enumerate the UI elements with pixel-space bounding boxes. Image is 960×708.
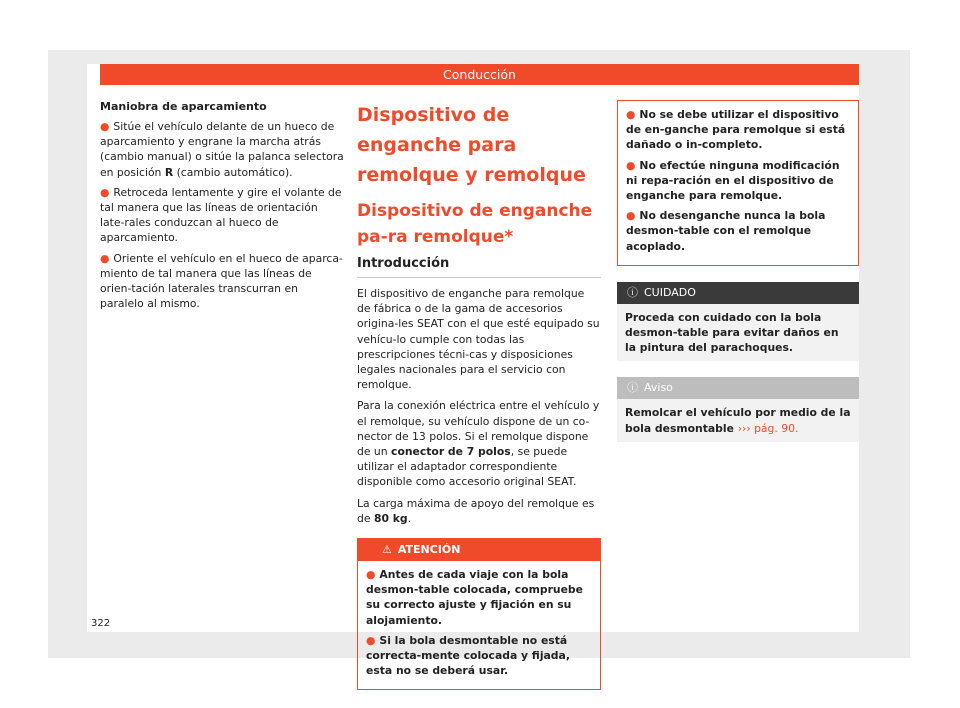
warning-icon: ⚠: [382, 543, 392, 557]
note-header: ⓘ Aviso: [617, 377, 859, 399]
right-column: [617, 100, 859, 442]
page-number: 322: [91, 618, 111, 629]
warning-body: [358, 561, 600, 689]
caution-box: [617, 282, 859, 362]
list-item: ● No se debe utilizar el dispositivo de en-ganche para remolque si está dañado o in-completo.: [626, 108, 846, 152]
list-item: ● No efectúe ninguna modificación ni repa-ración en el dispositivo de enganche para remolque.: [626, 158, 840, 203]
caution-header: ⓘ CUIDADO: [617, 282, 859, 304]
bullet-icon: ●: [366, 568, 376, 582]
section-header: Conducción: [100, 64, 859, 85]
section-heading: Dispositivo de enganche pa-ra remolque*: [357, 201, 593, 247]
warning-header: ⚠ ATENCIÓN: [358, 539, 600, 561]
bullet-icon: ●: [100, 120, 110, 133]
list-item: ● Antes de cada viaje con la bola desmon-table colocada, compruebe su correcto ajuste y fijación en su alojamiento.: [366, 568, 583, 627]
warning-box: [357, 538, 601, 690]
bullet-icon: ●: [626, 209, 636, 223]
list-item: ● Oriente el vehículo en el hueco de aparca-miento de tal manera que las líneas de orien-tación laterales transcurran en paralelo al mismo.: [100, 251, 343, 311]
paragraph: El dispositivo de enganche para remolque de fábrica o de la gama de accesorios origina-les SEAT con el que esté equipado su vehícu-lo cumple con todas las prescripciones técni-cas y disposiciones legales nacionales para el servicio con remolque.: [357, 287, 600, 392]
list-item: ● Sitúe el vehículo delante de un hueco de aparcamiento y engrane la marcha atrás (cambio manual) o sitúe la palanca selectora en posición R (cambio automático).: [100, 120, 344, 179]
list-item: ● No desenganche nunca la bola desmon-table con el remolque acoplado.: [626, 209, 826, 253]
list-item: ● Retroceda lentamente y gire el volante de tal manera que las líneas de orientación late-rales conduzcan al hueco de aparcamiento.: [100, 185, 342, 245]
warning-continued-box: [617, 100, 859, 266]
bullet-icon: ●: [626, 108, 636, 121]
bullet-icon: ●: [100, 185, 110, 199]
bullet-icon: ●: [626, 158, 636, 172]
left-column: [100, 100, 344, 316]
caution-icon: ⓘ: [627, 285, 638, 299]
section-title: Maniobra de aparcamiento: [100, 100, 267, 113]
page-reference-link[interactable]: ››› pág. 90.: [737, 421, 799, 435]
list-item: ● Si la bola desmontable no está correcta-mente colocada y fijada, esta no se deberá usar.: [366, 633, 570, 678]
subsection-heading: Introducción: [357, 256, 601, 278]
paragraph: Para la conexión eléctrica entre el vehículo y el remolque, su vehículo dispone de un co-nector de 13 polos. Si el remolque dispone de un conector de 7 polos, se puede utilizar el adaptador correspondiente disponible como accesorio original SEAT.: [357, 399, 600, 489]
paragraph: La carga máxima de apoyo del remolque es de 80 kg.: [357, 496, 595, 525]
bullet-icon: ●: [366, 633, 376, 647]
note-body: Remolcar el vehículo por medio de la bola desmontable ››› pág. 90.: [625, 406, 851, 435]
info-icon: ⓘ: [627, 381, 638, 395]
chapter-title: Dispositivo de enganche para remolque y remolque: [357, 104, 586, 186]
bullet-icon: ●: [100, 251, 110, 265]
note-box: [617, 377, 859, 441]
caution-body: Proceda con cuidado con la bola desmon-table para evitar daños en la pintura del parachoques.: [625, 310, 839, 355]
middle-column: [357, 100, 601, 690]
